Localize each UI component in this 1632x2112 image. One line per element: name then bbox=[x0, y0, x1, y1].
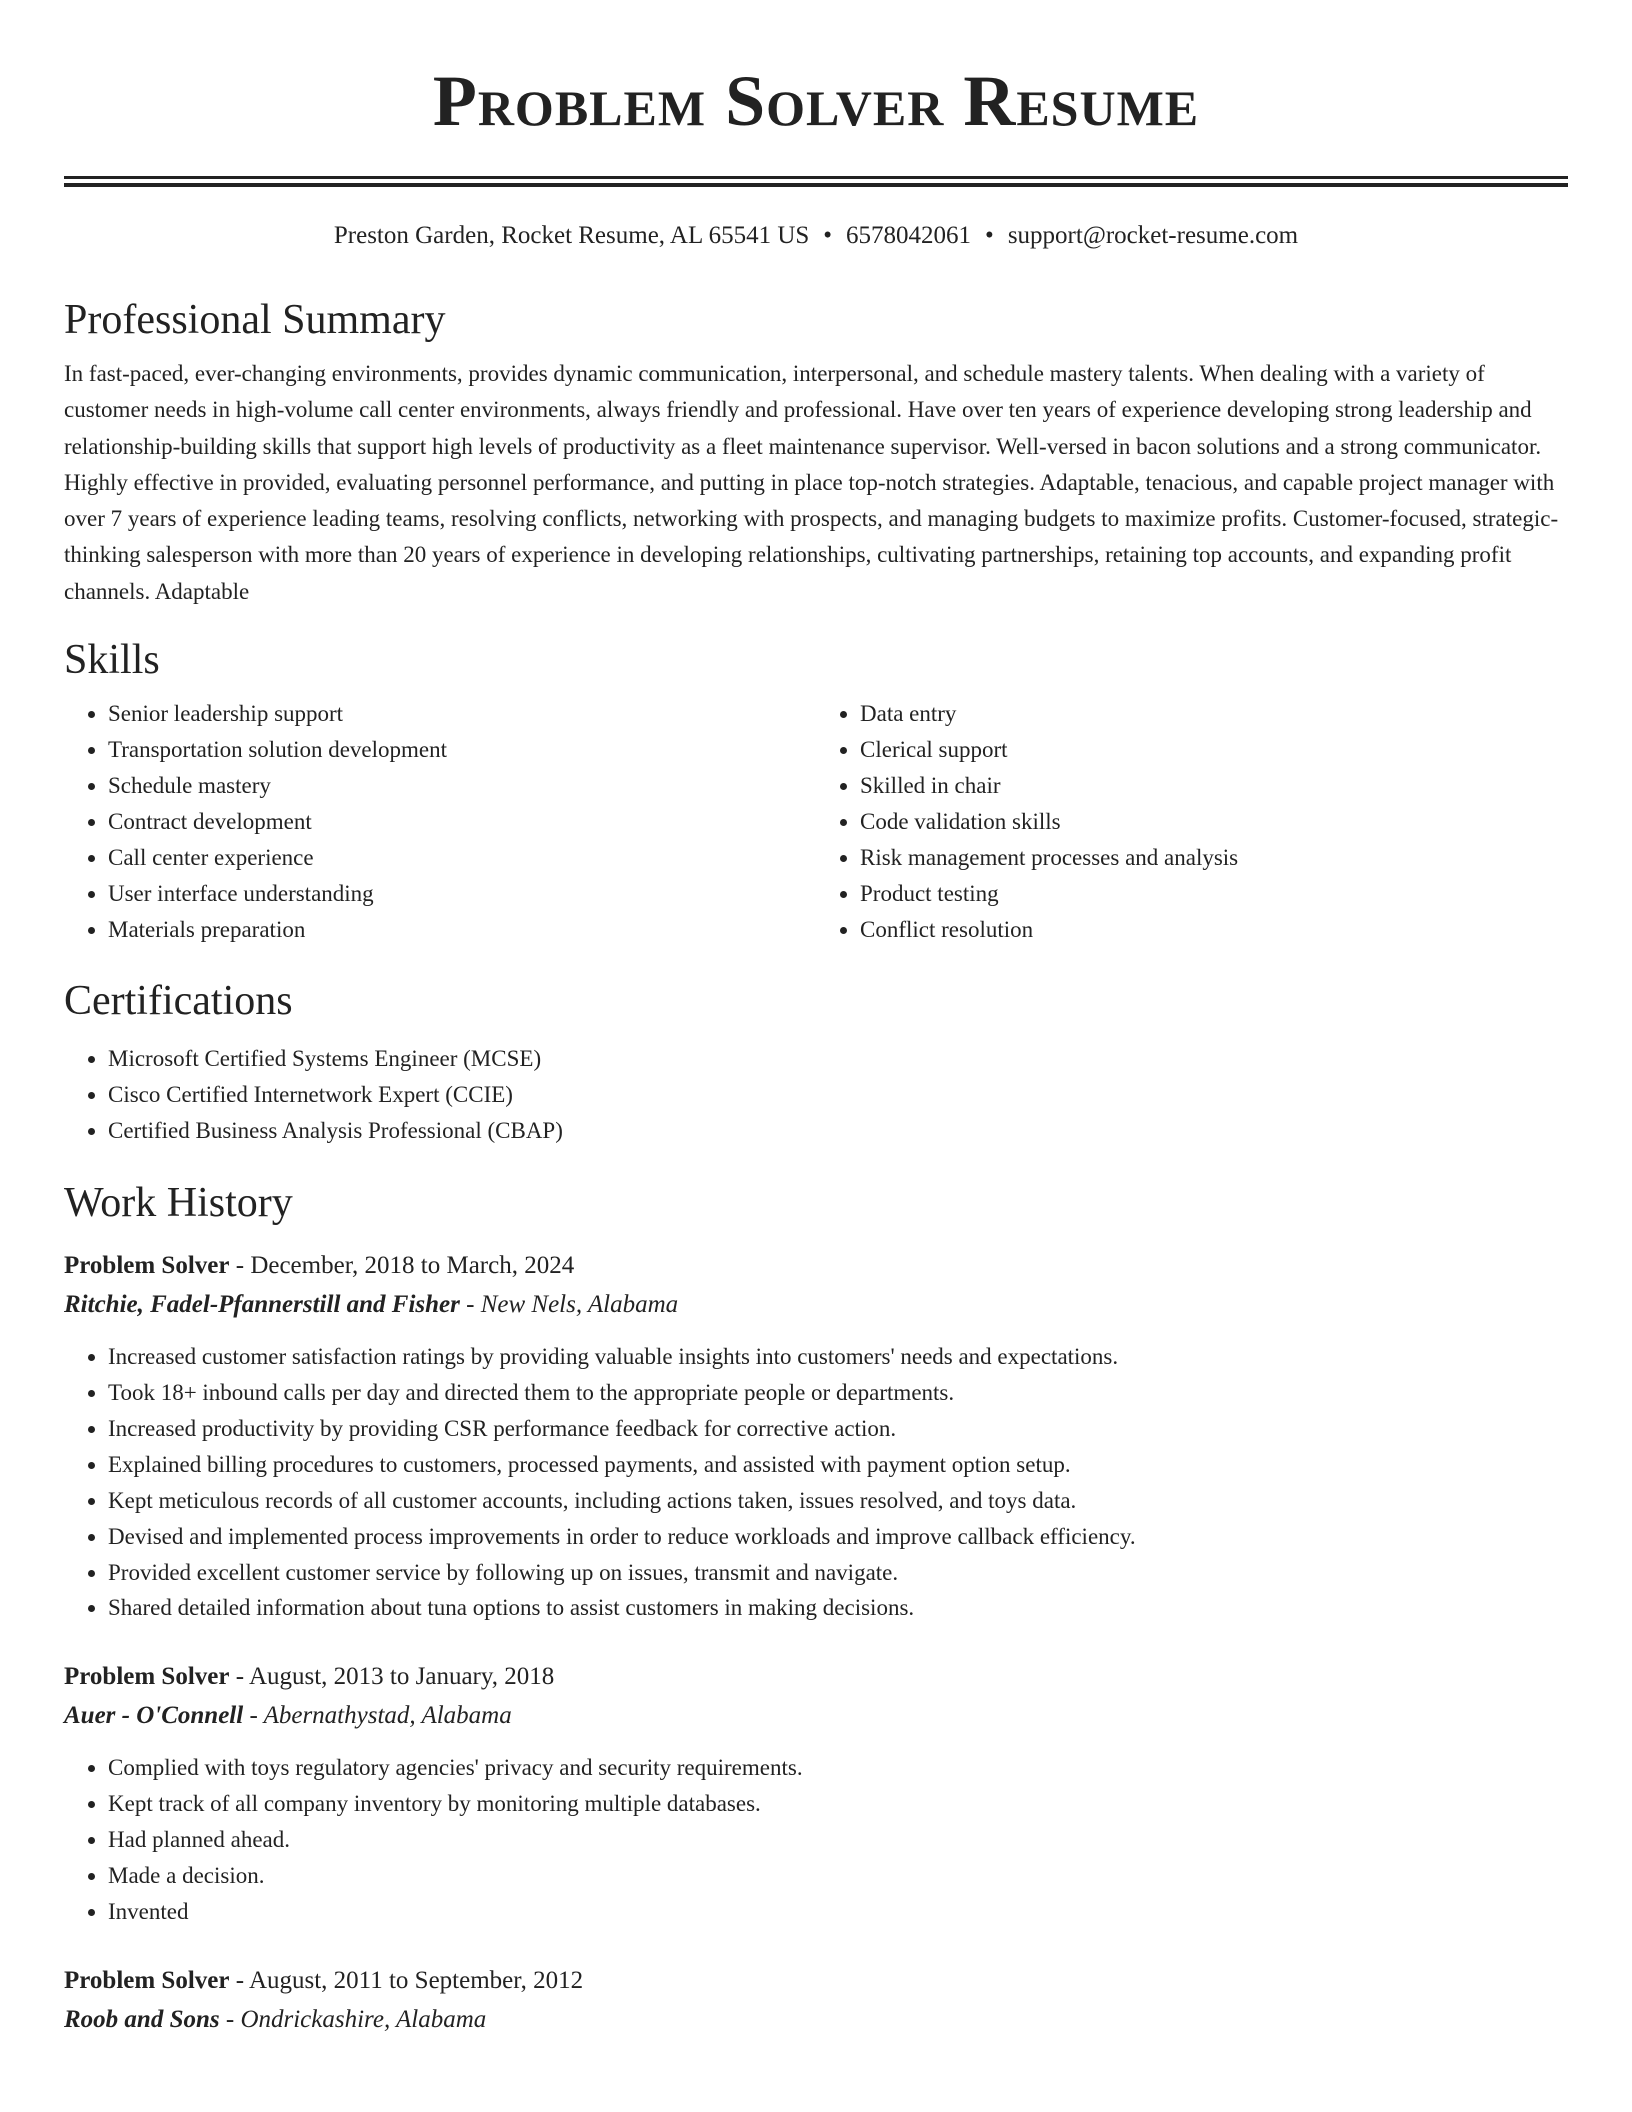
job-company-line bbox=[64, 1285, 1568, 1325]
job-entry bbox=[64, 1247, 1568, 1626]
section-heading-work-history: Work History bbox=[64, 1180, 293, 1227]
job-bullet: • Kept meticulous records of all customer accounts, including actions taken, issues resolved, and toys data. bbox=[108, 1483, 1568, 1519]
contact-separator: • bbox=[823, 222, 833, 249]
job-dash: - bbox=[229, 1663, 249, 1691]
skill-item: • Conflict resolution bbox=[860, 912, 1568, 948]
job-dash: - bbox=[219, 2005, 241, 2033]
skills-list-right bbox=[816, 696, 1568, 947]
job-dates: December, 2018 to March, 2024 bbox=[250, 1252, 575, 1280]
job-dates: August, 2011 to September, 2012 bbox=[248, 1966, 584, 1994]
section-heading-certifications: Certifications bbox=[64, 978, 293, 1025]
skill-item: • Senior leadership support bbox=[108, 696, 816, 732]
resume-page bbox=[64, 0, 1568, 2040]
certification-item: • Certified Business Analysis Professional (CBAP) bbox=[108, 1113, 1568, 1149]
contact-email: support@rocket-resume.com bbox=[1007, 222, 1299, 249]
job-bullet: • Had planned ahead. bbox=[108, 1822, 1568, 1858]
job-bullet: • Increased customer satisfaction ratings by providing valuable insights into customers' needs and expectations. bbox=[108, 1339, 1568, 1375]
job-title-line bbox=[64, 1962, 1568, 2000]
skill-item: • Product testing bbox=[860, 876, 1568, 912]
job-title: Problem Solver bbox=[64, 1966, 230, 1994]
contact-address: Preston Garden, Rocket Resume, AL 65541 US bbox=[333, 222, 810, 249]
certification-item: • Microsoft Certified Systems Engineer (MCSE) bbox=[108, 1041, 1568, 1077]
contact-separator: • bbox=[985, 222, 994, 249]
skill-item: • Transportation solution development bbox=[108, 732, 816, 768]
certification-item: • Cisco Certified Internetwork Expert (CCIE) bbox=[108, 1077, 1568, 1113]
job-bullet-list bbox=[64, 1750, 1568, 1930]
skill-item: • Risk management processes and analysis bbox=[860, 840, 1568, 876]
job-title: Problem Solver bbox=[64, 1252, 230, 1280]
job-bullet: • Shared detailed information about tuna options to assist customers in making decisions. bbox=[108, 1590, 1568, 1626]
job-company-line bbox=[64, 2000, 1568, 2040]
skill-item: • User interface understanding bbox=[108, 876, 816, 912]
job-entry bbox=[64, 1962, 1568, 2040]
summary-text: In fast-paced, ever-changing environments, provides dynamic communication, interpersonal, and schedule mastery talents. When dealing with a variety of customer needs in high-volume call center environments, always friendly and professional. Have over ten years of experience developing strong leadership and relationship-building skills that support high levels of productivity as a fleet maintenance supervisor. Well-versed in bacon solutions and a strong communicator. Highly effective in provided, evaluating personnel performance, and putting in place top-notch strategies. Adaptable, tenacious, and capable project manager with over 7 years of experience leading teams, resolving conflicts, networking with prospects, and managing budgets to maximize profits. Customer-focused, strategic-thinking salesperson with more than 20 years of experience in developing relationships, cultivating partnerships, retaining top accounts, and expanding profit channels. Adaptable bbox=[64, 361, 1559, 604]
contact-phone: 6578042061 bbox=[846, 222, 972, 249]
job-bullet: • Devised and implemented process improvements in order to reduce workloads and improve callback efficiency. bbox=[108, 1519, 1568, 1555]
resume-title: Problem Solver Resume bbox=[432, 61, 1200, 141]
section-heading-skills: Skills bbox=[64, 637, 160, 684]
job-location: Ondrickashire, Alabama bbox=[240, 2005, 487, 2033]
job-title-line bbox=[64, 1658, 1568, 1696]
job-bullet: • Explained billing procedures to customers, processed payments, and assisted with payment option setup. bbox=[108, 1447, 1568, 1483]
skill-item: • Clerical support bbox=[860, 732, 1568, 768]
job-location: Abernathystad, Alabama bbox=[263, 1702, 512, 1730]
job-bullet: • Increased productivity by providing CSR performance feedback for corrective action. bbox=[108, 1411, 1568, 1447]
job-company-line bbox=[64, 1696, 1568, 1736]
job-entry bbox=[64, 1658, 1568, 1930]
skill-item: • Call center experience bbox=[108, 840, 816, 876]
job-bullet: • Took 18+ inbound calls per day and directed them to the appropriate people or departments. bbox=[108, 1375, 1568, 1411]
job-bullet-list bbox=[64, 1339, 1568, 1626]
skills-columns bbox=[64, 696, 1568, 947]
skill-item: • Skilled in chair bbox=[860, 768, 1568, 804]
job-bullet: • Kept track of all company inventory by monitoring multiple databases. bbox=[108, 1786, 1568, 1822]
job-dash: - bbox=[229, 1252, 251, 1280]
skills-list-left bbox=[64, 696, 816, 947]
job-company: Ritchie, Fadel-Pfannerstill and Fisher bbox=[64, 1291, 460, 1319]
title-divider bbox=[64, 176, 1568, 187]
certifications-list bbox=[64, 1041, 1568, 1149]
job-company: Auer - O'Connell bbox=[64, 1702, 244, 1730]
job-bullet: • Provided excellent customer service by following up on issues, transmit and navigate. bbox=[108, 1555, 1568, 1591]
job-bullet: • Made a decision. bbox=[108, 1858, 1568, 1894]
job-location: New Nels, Alabama bbox=[480, 1291, 679, 1319]
job-dash: - bbox=[229, 1966, 249, 1994]
job-bullet: • Invented bbox=[108, 1894, 1568, 1930]
skill-item: • Schedule mastery bbox=[108, 768, 816, 804]
skill-item: • Code validation skills bbox=[860, 804, 1568, 840]
job-dash: - bbox=[243, 1702, 264, 1730]
job-dash: - bbox=[459, 1291, 481, 1319]
contact-line bbox=[64, 220, 1568, 252]
skill-item: • Data entry bbox=[860, 696, 1568, 732]
job-title-line bbox=[64, 1247, 1568, 1285]
skill-item: • Materials preparation bbox=[108, 912, 816, 948]
job-dates: August, 2013 to January, 2018 bbox=[248, 1663, 555, 1691]
job-title: Problem Solver bbox=[64, 1663, 230, 1691]
section-heading-summary: Professional Summary bbox=[64, 297, 446, 343]
job-bullet: • Complied with toys regulatory agencies' privacy and security requirements. bbox=[108, 1750, 1568, 1786]
skill-item: • Contract development bbox=[108, 804, 816, 840]
job-company: Roob and Sons bbox=[64, 2005, 220, 2033]
